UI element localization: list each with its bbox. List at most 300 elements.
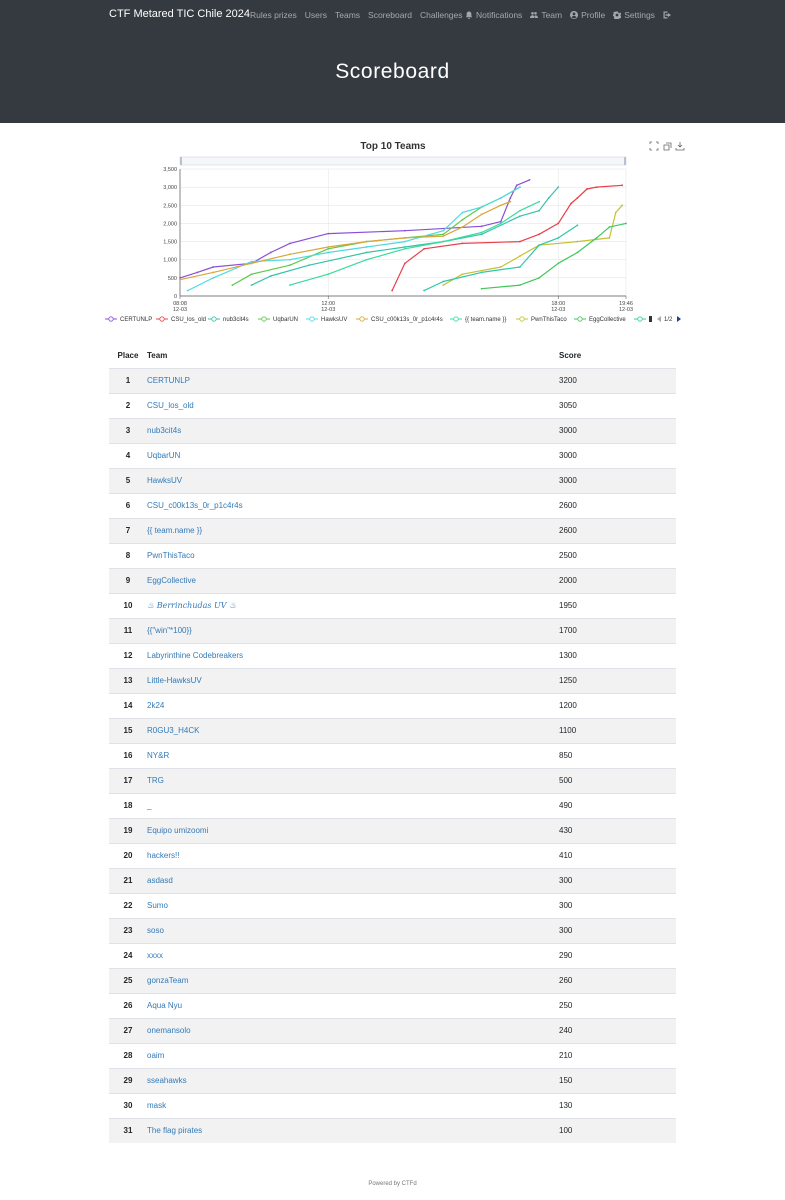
series-point [327, 273, 329, 275]
x-tick-label-date: 12-03 [321, 307, 336, 313]
x-tick-label-time: 19:46 [619, 301, 633, 307]
nav-link-rules-prizes[interactable]: Rules prizes [250, 10, 297, 20]
score-cell: 1100 [559, 718, 676, 743]
series-point [615, 212, 617, 214]
footer: Powered by CTFd [368, 1181, 417, 1187]
series-point [462, 226, 464, 228]
series-point [519, 241, 521, 243]
legend-label[interactable]: CSU_c00k13s_0r_p1c4r4s [371, 317, 443, 323]
series-point [404, 241, 406, 243]
series-point [608, 226, 610, 228]
series-point [481, 233, 483, 235]
zoom-slider-handle-right[interactable] [624, 157, 626, 165]
score-cell: 2500 [559, 543, 676, 568]
series-point [509, 197, 511, 199]
place-cell: 5 [109, 468, 147, 493]
table-row [109, 943, 676, 968]
team-link[interactable]: Aqua Nyu [147, 1001, 183, 1010]
legend-prev-icon[interactable] [657, 316, 661, 322]
place-cell: 25 [109, 968, 147, 993]
score-cell: 300 [559, 893, 676, 918]
legend-label[interactable]: CERTUNLP [120, 317, 153, 323]
score-cell: 1200 [559, 693, 676, 718]
series-point [423, 290, 425, 292]
series-point [391, 290, 393, 292]
y-tick-label: 2,000 [163, 221, 177, 228]
legend-label[interactable]: PwnThisTaco [531, 317, 567, 323]
team-cell [147, 793, 559, 818]
series-point [289, 242, 291, 244]
legend-marker [109, 317, 113, 321]
team-cell [147, 368, 559, 393]
series-point [557, 223, 559, 225]
team-link[interactable]: R0GU3_H4CK [147, 726, 200, 735]
place-header: Place [117, 350, 139, 360]
team-cell [147, 568, 559, 593]
y-tick-label: 3,000 [163, 185, 177, 192]
place-cell: 11 [109, 618, 147, 643]
score-cell: 500 [559, 768, 676, 793]
score-header: Score [559, 350, 582, 360]
series-point [442, 235, 444, 237]
series-point [596, 186, 598, 188]
series-point [538, 210, 540, 212]
series-point [500, 197, 502, 199]
table-row [109, 993, 676, 1018]
place-cell: 29 [109, 1068, 147, 1093]
score-cell: 1950 [559, 593, 676, 618]
series-point [442, 230, 444, 232]
nav-link-logout[interactable] [663, 10, 671, 20]
table-row [109, 768, 676, 793]
series-point [179, 279, 181, 281]
score-cell: 1250 [559, 668, 676, 693]
series-point [462, 242, 464, 244]
team-cell [147, 1018, 559, 1043]
series-point [442, 241, 444, 243]
team-cell [147, 393, 559, 418]
table-row [109, 1018, 676, 1043]
team-link[interactable]: onemansolo [147, 1026, 191, 1035]
series-point [366, 246, 368, 248]
score-cell: 3200 [559, 368, 676, 393]
series-point [481, 213, 483, 215]
legend-marker [578, 317, 582, 321]
series-point [519, 255, 521, 257]
team-link[interactable]: gonzaTeam [147, 976, 189, 985]
score-cell: 3000 [559, 418, 676, 443]
series-point [529, 179, 531, 181]
team-link[interactable]: The flag pirates [147, 1126, 203, 1136]
series-point [251, 273, 253, 275]
place-cell: 3 [109, 418, 147, 443]
place-cell: 24 [109, 943, 147, 968]
series-point [519, 186, 521, 188]
series-point [538, 233, 540, 235]
team-cell [147, 818, 559, 843]
series-point [557, 237, 559, 239]
series-point [481, 288, 483, 290]
x-tick-label-time: 18:00 [551, 301, 566, 307]
series-point [404, 262, 406, 264]
place-cell: 20 [109, 843, 147, 868]
scoreboard-table [109, 343, 676, 1143]
brand-link[interactable]: CTF Metared TIC Chile 2024 [109, 8, 251, 20]
nav-link-profile[interactable] [570, 10, 605, 20]
place-cell: 30 [109, 1093, 147, 1118]
series-point [519, 210, 521, 212]
team-link[interactable]: Little-HawksUV [147, 676, 202, 685]
series-point [327, 233, 329, 235]
series-point [519, 266, 521, 268]
series-point [308, 264, 310, 266]
team-link[interactable]: CSU_los_old [147, 401, 194, 410]
table-row [109, 1068, 676, 1093]
series-point [538, 201, 540, 203]
score-cell: 430 [559, 818, 676, 843]
series-point [270, 252, 272, 254]
series-point [462, 219, 464, 221]
place-cell: 4 [109, 443, 147, 468]
team-cell [147, 468, 559, 493]
cogs-icon [613, 11, 621, 19]
table-row [109, 743, 676, 768]
series-point [625, 223, 627, 225]
score-cell: 250 [559, 993, 676, 1018]
page-header [0, 30, 785, 123]
series-point [289, 284, 291, 286]
team-header: Team [147, 350, 168, 360]
series-point [519, 284, 521, 286]
team-link[interactable]: asdasd [147, 876, 173, 885]
team-cell [147, 1043, 559, 1068]
team-link[interactable]: soso [147, 926, 164, 935]
team-link[interactable]: {{ team.name }} [147, 526, 203, 535]
table-row [109, 493, 676, 518]
place-cell: 17 [109, 768, 147, 793]
series-point [570, 203, 572, 205]
team-cell [147, 718, 559, 743]
nav-left-links [250, 10, 463, 20]
place-cell: 27 [109, 1018, 147, 1043]
team-cell [147, 1068, 559, 1093]
table-row [109, 618, 676, 643]
series-point [366, 259, 368, 261]
score-cell: 1300 [559, 643, 676, 668]
team-cell [147, 643, 559, 668]
team-link[interactable]: Equipo umizoomi [147, 826, 209, 835]
place-cell: 6 [109, 493, 147, 518]
team-link[interactable]: xxxx [147, 951, 163, 960]
legend-marker [212, 317, 216, 321]
table-header-row [109, 343, 676, 368]
series-point [462, 273, 464, 275]
team-cell [147, 493, 559, 518]
series-point [608, 237, 610, 239]
team-cell [147, 943, 559, 968]
series-point [212, 272, 214, 274]
series-point [289, 264, 291, 266]
place-cell: 10 [109, 593, 147, 618]
team-link[interactable]: NY&R [147, 751, 170, 760]
series-point [442, 284, 444, 286]
table-row [109, 543, 676, 568]
series-point [548, 197, 550, 199]
team-cell [147, 868, 559, 893]
team-cell [147, 918, 559, 943]
team-cell [147, 843, 559, 868]
nav-link-users[interactable]: Users [304, 10, 327, 20]
table-row [109, 518, 676, 543]
team-link[interactable]: {{"win"*100}} [147, 626, 192, 635]
place-cell: 23 [109, 918, 147, 943]
table-row [109, 468, 676, 493]
series-line-7 [443, 205, 622, 285]
nav-link-challenges[interactable]: Challenges [419, 10, 463, 20]
series-line-0 [180, 180, 530, 278]
team-link[interactable]: hackers!! [147, 851, 180, 860]
legend-label[interactable]: HawksUV [321, 317, 348, 323]
place-cell: 28 [109, 1043, 147, 1068]
series-point [557, 186, 559, 188]
nav-link-settings[interactable] [613, 10, 655, 20]
series-point [251, 262, 253, 264]
series-point [462, 212, 464, 214]
series-point [481, 206, 483, 208]
series-point [442, 281, 444, 283]
team-cell [147, 968, 559, 993]
team-cell [147, 1093, 559, 1118]
series-point [404, 248, 406, 250]
table-row [109, 918, 676, 943]
series-point [519, 215, 521, 217]
zoom-reset-icon[interactable] [664, 143, 671, 150]
legend-label[interactable]: nub3cit4s [223, 317, 249, 323]
series-point [196, 272, 198, 274]
team-cell [147, 593, 559, 618]
team-cell [147, 543, 559, 568]
team-cell [147, 618, 559, 643]
score-cell: 240 [559, 1018, 676, 1043]
team-link[interactable]: TRG [147, 776, 164, 785]
legend-page-indicator: 1/2 [664, 317, 673, 323]
scoreboard-body [109, 368, 676, 1143]
series-point [577, 241, 579, 243]
table-row [109, 693, 676, 718]
series-point [423, 248, 425, 250]
series-point [212, 266, 214, 268]
series-point [577, 252, 579, 254]
series-point [289, 253, 291, 255]
series-point [621, 184, 623, 186]
nav-link-teams[interactable]: Teams [334, 10, 361, 20]
team-link[interactable]: HawksUV [147, 476, 183, 485]
team-cell [147, 743, 559, 768]
place-cell: 15 [109, 718, 147, 743]
team-link[interactable]: _ [147, 801, 152, 810]
legend-marker [520, 317, 524, 321]
table-row [109, 1043, 676, 1068]
user-circle-icon [570, 11, 578, 19]
team-link[interactable]: sseahawks [147, 1076, 187, 1085]
series-point [500, 221, 502, 223]
place-cell: 12 [109, 643, 147, 668]
series-point [481, 232, 483, 234]
table-row [109, 668, 676, 693]
table-row [109, 1118, 676, 1143]
series-point [586, 188, 588, 190]
legend-marker [310, 317, 314, 321]
series-point [270, 275, 272, 277]
nav-link-label: Notifications [476, 10, 523, 20]
place-cell: 26 [109, 993, 147, 1018]
score-cell: 490 [559, 793, 676, 818]
series-point [516, 184, 518, 186]
series-point [404, 246, 406, 248]
team-link[interactable]: ♨ Berrinchudas UV ♨ [147, 601, 237, 610]
place-cell: 22 [109, 893, 147, 918]
series-point [500, 204, 502, 206]
team-link[interactable]: Labyrinthine Codebreakers [147, 651, 244, 660]
team-link[interactable]: UqbarUN [147, 451, 181, 460]
place-cell: 14 [109, 693, 147, 718]
zoom-slider-handle-left[interactable] [180, 157, 182, 165]
nav-right-links [465, 10, 671, 20]
team-cell [147, 993, 559, 1018]
table-row [109, 968, 676, 993]
series-point [251, 284, 253, 286]
legend-marker [160, 317, 164, 321]
team-cell [147, 518, 559, 543]
team-link[interactable]: EggCollective [147, 576, 196, 585]
nav-link-team[interactable] [530, 10, 562, 20]
score-cell: 2600 [559, 493, 676, 518]
team-link[interactable]: PwnThisTaco [147, 551, 195, 560]
place-cell: 18 [109, 793, 147, 818]
score-cell: 300 [559, 918, 676, 943]
legend-marker [638, 317, 642, 321]
nav-link-notifications[interactable] [465, 10, 522, 20]
legend-label[interactable]: CSU_los_old [171, 317, 207, 323]
team-link[interactable]: oaim [147, 1051, 165, 1060]
series-line-2 [252, 187, 559, 285]
score-cell: 850 [559, 743, 676, 768]
series-point [500, 266, 502, 268]
team-cell [147, 768, 559, 793]
legend-next-icon[interactable] [677, 316, 681, 322]
table-row [109, 893, 676, 918]
score-cell: 300 [559, 868, 676, 893]
place-cell: 16 [109, 743, 147, 768]
score-cell: 130 [559, 1093, 676, 1118]
place-cell: 2 [109, 393, 147, 418]
table-row [109, 718, 676, 743]
score-graph-svg [100, 135, 690, 330]
score-cell: 3000 [559, 468, 676, 493]
legend-marker [360, 317, 364, 321]
legend-label[interactable]: UqbarUN [273, 317, 299, 323]
y-tick-label: 1,500 [163, 239, 177, 246]
chart-title: Top 10 Teams [360, 141, 426, 152]
x-tick-label-date: 12-03 [551, 307, 566, 313]
place-cell: 1 [109, 368, 147, 393]
table-row [109, 593, 676, 618]
team-link[interactable]: mask [147, 1101, 167, 1110]
score-cell: 260 [559, 968, 676, 993]
series-point [442, 233, 444, 235]
series-point [596, 237, 598, 239]
series-point [251, 261, 253, 263]
zoom-slider[interactable] [180, 157, 626, 165]
zoom-icon[interactable] [650, 142, 658, 150]
series-point [577, 224, 579, 226]
legend-label[interactable]: EggCollective [589, 317, 626, 323]
table-row [109, 1093, 676, 1118]
score-cell: 1700 [559, 618, 676, 643]
series-point [481, 225, 483, 227]
team-link[interactable]: Sumo [147, 901, 168, 910]
navbar [0, 0, 785, 30]
nav-link-scoreboard[interactable]: Scoreboard [368, 10, 412, 20]
series-point [187, 290, 189, 292]
download-icon[interactable] [676, 142, 684, 150]
team-link[interactable]: CERTUNLP [147, 376, 190, 385]
team-link[interactable]: CSU_c00k13s_0r_p1c4r4s [147, 501, 243, 510]
y-tick-label: 1,000 [163, 257, 177, 264]
y-tick-label: 2,500 [163, 203, 177, 210]
team-cell [147, 1118, 559, 1143]
nav-link-label: Profile [581, 10, 606, 20]
x-tick-label-date: 12-03 [172, 307, 188, 313]
series-point [366, 241, 368, 243]
series-point [621, 204, 623, 206]
table-row [109, 418, 676, 443]
score-cell: 2600 [559, 518, 676, 543]
x-tick-label-date: 12-03 [618, 307, 634, 313]
y-tick-label: 3,500 [163, 167, 177, 173]
score-cell: 410 [559, 843, 676, 868]
legend-label[interactable]: {{ team.name }} [465, 317, 507, 323]
place-cell: 8 [109, 543, 147, 568]
table-row [109, 368, 676, 393]
series-line-6 [290, 202, 539, 285]
team-link[interactable]: 2k24 [147, 701, 165, 710]
team-link[interactable]: nub3cit4s [147, 426, 182, 435]
bell-icon [465, 11, 473, 19]
place-cell: 19 [109, 818, 147, 843]
x-tick-label-time: 12:00 [321, 301, 336, 307]
team-cell [147, 418, 559, 443]
team-cell [147, 693, 559, 718]
score-cell: 2000 [559, 568, 676, 593]
series-point [179, 277, 181, 279]
score-cell: 150 [559, 1068, 676, 1093]
legend-marker [262, 317, 266, 321]
page-title: Scoreboard [335, 60, 450, 83]
score-cell: 3050 [559, 393, 676, 418]
place-cell: 21 [109, 868, 147, 893]
x-tick-label-time: 08:08 [173, 301, 187, 307]
table-row [109, 843, 676, 868]
y-tick-label: 500 [167, 275, 177, 282]
nav-link-label: Team [541, 10, 563, 20]
series-point [327, 246, 329, 248]
table-row [109, 793, 676, 818]
table-row [109, 643, 676, 668]
score-cell: 290 [559, 943, 676, 968]
series-point [577, 197, 579, 199]
table-row [109, 818, 676, 843]
